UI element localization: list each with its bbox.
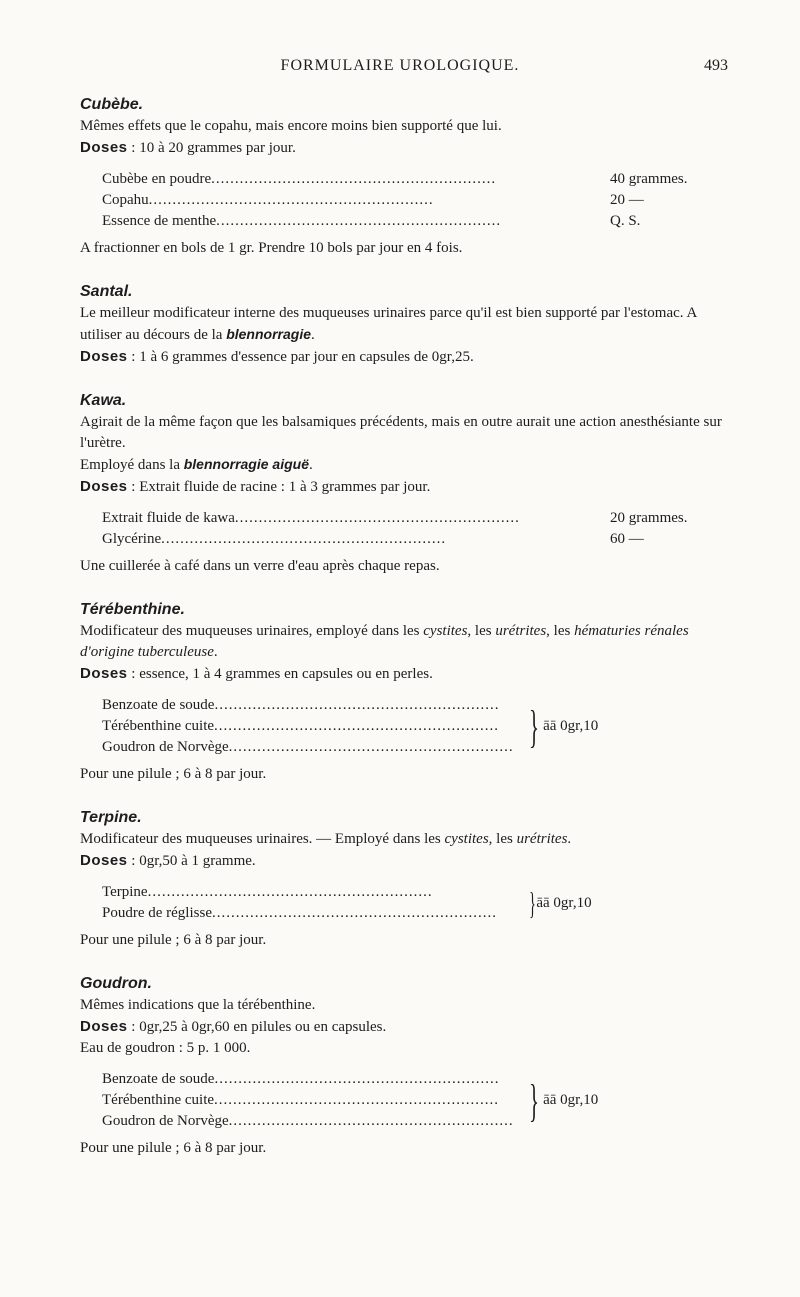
recipe-row: Copahu ............................................................ 20 — — [102, 190, 740, 211]
emphasis: urétrites — [495, 623, 547, 639]
section-title: Cubèbe. — [80, 96, 144, 113]
section-title: Terpine. — [80, 809, 142, 826]
ingredient: Glycérine — [102, 531, 162, 547]
ingredient: Térébenthine cuite — [102, 718, 215, 734]
recipe-dose: āā 0gr,10 — [543, 1092, 599, 1108]
recipe-row: Benzoate de soude ............................................................ — [102, 1069, 527, 1090]
section-title: Kawa. — [80, 392, 127, 409]
doses-text: : 10 à 20 grammes par jour. — [127, 140, 296, 156]
ingredient: Térébenthine cuite — [102, 1092, 215, 1108]
paragraph: Mêmes effets que le copahu, mais encore moins bien supporté que lui. — [80, 118, 502, 134]
emphasis: urétrites — [516, 831, 568, 847]
doses-label: Doses — [80, 139, 128, 156]
recipe-row: Goudron de Norvège ............................................................ — [102, 737, 527, 758]
paragraph: Modificateur des muqueuses urinaires. — Employé dans les cystites, les urétrites. — [80, 831, 572, 847]
page-number: 493 — [704, 57, 728, 74]
section-goudron — [80, 973, 740, 1159]
emphasis: cystites — [423, 623, 468, 639]
emphasis: blennorragie — [226, 326, 311, 342]
ingredient: Benzoate de soude — [102, 697, 215, 713]
instruction: Pour une pilule ; 6 à 8 par jour. — [80, 932, 267, 948]
recipe-row: Glycérine ............................................................ 60 — — [102, 529, 740, 550]
section-title: Térébenthine. — [80, 601, 185, 618]
paragraph: Mêmes indications que la térébenthine. — [80, 997, 316, 1013]
instruction: Pour une pilule ; 6 à 8 par jour. — [80, 766, 267, 782]
ingredient: Goudron de Norvège — [102, 739, 229, 755]
recipe-row: Terpine ............................................................ — [102, 882, 527, 903]
section-kawa — [80, 390, 740, 577]
doses-line — [80, 1016, 740, 1038]
doses-label: Doses — [80, 478, 128, 495]
page-body — [80, 94, 740, 1181]
emphasis: blennorragie aiguë — [183, 456, 309, 472]
ingredient: Benzoate de soude — [102, 1071, 215, 1087]
brace-icon: } — [529, 700, 539, 752]
recipe-row: Goudron de Norvège ............................................................ — [102, 1111, 527, 1132]
section-title: Santal. — [80, 283, 133, 300]
ingredient: Goudron de Norvège — [102, 1113, 229, 1129]
recipe-row: Poudre de réglisse ............................................................ — [102, 903, 527, 924]
quantity: 20 — — [610, 192, 644, 208]
quantity: Q. S. — [610, 213, 641, 229]
doses-label: Doses — [80, 348, 128, 365]
doses-label: Doses — [80, 1018, 128, 1035]
recipe — [102, 882, 740, 924]
section-santal — [80, 281, 740, 368]
paragraph: Le meilleur modificateur interne des muqueuses urinaires parce qu'il est bien supporté par l'estomac. A utiliser au décours de la blennorragie. — [80, 305, 697, 343]
doses-text: : 0gr,25 à 0gr,60 en pilules ou en capsules. — [127, 1019, 387, 1035]
recipe-dose: āā 0gr,10 — [543, 718, 599, 734]
ingredient: Copahu — [102, 192, 149, 208]
recipe-row: Extrait fluide de kawa ............................................................ 20 grammes. — [102, 508, 740, 529]
doses-text: : 1 à 6 grammes d'essence par jour en capsules de 0gr,25. — [127, 349, 474, 365]
recipe — [102, 508, 740, 550]
section-terpine — [80, 807, 740, 951]
recipe-row: Térébenthine cuite ............................................................ — [102, 1090, 527, 1111]
paragraph: Agirait de la même façon que les balsamiques précédents, mais en outre aurait une action anesthésiante sur l'urètre. — [80, 414, 722, 451]
doses-line — [80, 850, 740, 872]
instruction: A fractionner en bols de 1 gr. Prendre 10 bols par jour en 4 fois. — [80, 240, 463, 256]
emphasis: hématuries rénales d'origine tuberculeuse — [80, 623, 689, 660]
recipe-row: Benzoate de soude ............................................................ — [102, 695, 527, 716]
doses-line — [80, 137, 740, 159]
recipe — [102, 1069, 740, 1132]
instruction: Pour une pilule ; 6 à 8 par jour. — [80, 1140, 267, 1156]
doses-text: : 0gr,50 à 1 gramme. — [127, 853, 256, 869]
emphasis: cystites — [444, 831, 489, 847]
paragraph: Eau de goudron : 5 p. 1 000. — [80, 1040, 251, 1056]
instruction: Une cuillerée à café dans un verre d'eau après chaque repas. — [80, 558, 440, 574]
recipe-row: Essence de menthe ............................................................ Q. S. — [102, 211, 740, 232]
recipe — [102, 695, 740, 758]
doses-label: Doses — [80, 852, 128, 869]
ingredient: Poudre de réglisse — [102, 905, 212, 921]
paragraph: Employé dans la blennorragie aiguë. — [80, 456, 313, 473]
doses-line — [80, 346, 740, 368]
running-title: FORMULAIRE UROLOGIQUE. — [280, 57, 520, 74]
recipe — [102, 169, 740, 232]
ingredient: Extrait fluide de kawa — [102, 510, 235, 526]
quantity: 20 grammes. — [610, 510, 688, 526]
brace-icon: } — [529, 885, 536, 921]
running-header — [0, 57, 800, 83]
ingredient: Terpine — [102, 884, 148, 900]
ingredient: Essence de menthe — [102, 213, 217, 229]
doses-text: : essence, 1 à 4 grammes en capsules ou en perles. — [127, 666, 433, 682]
section-cubebe — [80, 94, 740, 259]
doses-line — [80, 663, 740, 685]
section-terebenthine — [80, 599, 740, 785]
recipe-row: Cubèbe en poudre ............................................................ 40 grammes. — [102, 169, 740, 190]
brace-icon: } — [529, 1074, 539, 1126]
paragraph: Modificateur des muqueuses urinaires, employé dans les cystites, les urétrites, les hématuries rénales d'origine tuberculeuse. — [80, 623, 689, 660]
quantity: 40 grammes. — [610, 171, 688, 187]
doses-text: : Extrait fluide de racine : 1 à 3 grammes par jour. — [127, 479, 431, 495]
recipe-row: Térébenthine cuite ............................................................ — [102, 716, 527, 737]
quantity: 60 — — [610, 531, 644, 547]
section-title: Goudron. — [80, 975, 152, 992]
recipe-dose: āā 0gr,10 — [536, 894, 592, 911]
ingredient: Cubèbe en poudre — [102, 171, 212, 187]
doses-label: Doses — [80, 665, 128, 682]
doses-line — [80, 476, 740, 498]
